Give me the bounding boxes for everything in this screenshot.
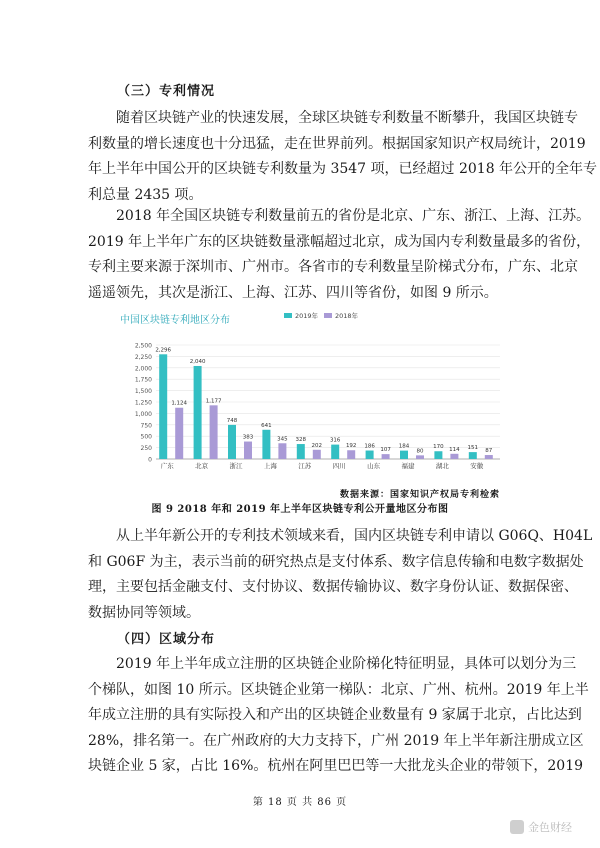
data-label: 202 xyxy=(311,442,323,449)
paragraph-tech-fields xyxy=(88,524,593,626)
x-tick-label: 广东 xyxy=(160,462,174,470)
data-label: 2,296 xyxy=(155,347,172,354)
text-line: 利总量 2435 项。 xyxy=(88,186,203,203)
y-tick-label: 1,500 xyxy=(134,388,152,396)
data-label: 328 xyxy=(295,437,307,444)
x-tick-label: 上海 xyxy=(263,462,277,470)
y-tick-label: 2,000 xyxy=(134,365,152,373)
data-label: 316 xyxy=(329,437,341,444)
x-tick-label: 江苏 xyxy=(298,462,312,470)
figure-caption: 图 9 2018 年和 2019 年上半年区块链专利公开量地区分布图 xyxy=(151,504,449,515)
text-line: 2019 年上半年成立注册的区块链企业阶梯化特征明显，具体可以划分为三 xyxy=(116,656,577,672)
data-label: 1,177 xyxy=(205,398,222,405)
data-label: 80 xyxy=(416,448,424,455)
text-line: 从上半年新公开的专利技术领域来看，国内区块链专利申请以 G06Q、H04L xyxy=(116,528,593,544)
text-line: 随着区块链产业的快速发展，全球区块链专利数量不断攀升，我国区块链专 xyxy=(116,110,578,126)
bar xyxy=(485,455,493,459)
x-tick-label: 福建 xyxy=(401,462,415,470)
data-label: 186 xyxy=(364,443,375,450)
bar xyxy=(469,452,477,459)
legend-swatch xyxy=(324,313,332,318)
data-label: 184 xyxy=(398,443,410,450)
bar xyxy=(347,450,355,459)
text-line: 利数量的增长速度也十分迅猛，走在世界前列。根据国家知识产权局统计，2019 xyxy=(88,135,586,152)
y-tick-label: 1,000 xyxy=(134,410,152,418)
bar xyxy=(450,454,458,459)
chart-title: 中国区块链专利地区分布 xyxy=(120,315,230,326)
bar xyxy=(262,430,270,459)
x-tick-label: 四川 xyxy=(332,462,346,470)
paragraph-patents-provinces xyxy=(88,204,591,306)
text-line: 年成立注册的具有实际投入和产出的区块链企业数量有 9 家属于北京，占比达到 xyxy=(88,707,582,723)
data-label: 345 xyxy=(277,436,288,443)
bar xyxy=(278,443,286,459)
text-line: 28%，排名第一。在广州政府的大力支持下，广州 2019 年上半年新注册成立区 xyxy=(88,732,584,749)
paragraph-regions xyxy=(88,652,589,780)
y-tick-label: 1,750 xyxy=(134,376,152,384)
bar xyxy=(416,455,424,459)
data-label: 192 xyxy=(345,443,357,450)
bar xyxy=(400,451,408,459)
bar xyxy=(297,444,305,459)
bar xyxy=(313,450,321,459)
watermark-logo xyxy=(510,819,572,835)
y-tick-label: 2,500 xyxy=(134,342,152,350)
bar xyxy=(210,405,218,459)
x-tick-label: 安徽 xyxy=(470,462,484,470)
data-label: 383 xyxy=(242,434,254,441)
y-tick-label: 2,250 xyxy=(134,353,152,361)
text-line: 个梯队，如图 10 所示。区块链企业第一梯队：北京、广州、杭州。2019 年上半 xyxy=(88,681,589,698)
data-label: 748 xyxy=(226,417,238,424)
x-tick-label: 湖北 xyxy=(435,462,449,470)
bar xyxy=(159,354,167,459)
text-line: 2019 年上半年广东的区块链数量涨幅超过北京，成为国内专利数量最多的省份， xyxy=(88,233,591,250)
x-tick-label: 浙江 xyxy=(229,462,243,470)
data-source-note: 数据来源：国家知识产权局专利检索 xyxy=(340,490,501,500)
data-label: 87 xyxy=(485,448,493,455)
text-line: 和 G06F 为主，表示当前的研究热点是支付体系、数字信息传输和电数字数据处 xyxy=(88,553,584,570)
bar xyxy=(331,445,339,459)
legend-swatch xyxy=(284,313,292,318)
data-label: 2,040 xyxy=(189,358,206,365)
y-tick-label: 750 xyxy=(140,422,152,430)
data-label: 107 xyxy=(380,447,391,454)
y-tick-label: 250 xyxy=(140,445,152,453)
legend-label: 2019年 xyxy=(295,312,319,320)
bar xyxy=(175,408,183,459)
text-line: 块链企业 5 家，占比 16%。杭州在阿里巴巴等一大批龙头企业的带领下，2019 xyxy=(88,758,584,774)
bar xyxy=(244,442,252,459)
bar xyxy=(194,366,202,459)
data-label: 1,124 xyxy=(171,400,188,407)
page-footer: 第 18 页 共 86 页 xyxy=(252,797,348,808)
text-line: 专利主要来源于深圳市、广州市。各省市的专利数量呈阶梯式分布，广东、北京 xyxy=(88,259,578,275)
x-tick-label: 山东 xyxy=(367,462,381,470)
patent-region-chart xyxy=(108,305,508,477)
bar xyxy=(366,451,374,459)
section-heading-regions: （四）区域分布 xyxy=(117,632,216,647)
y-tick-label: 1,250 xyxy=(134,399,152,407)
bar xyxy=(382,454,390,459)
legend-label: 2018年 xyxy=(335,312,359,320)
watermark-icon xyxy=(510,820,524,834)
data-label: 114 xyxy=(449,446,460,453)
text-line: 年上半年中国公开的区块链专利数量为 3547 项，已经超过 2018 年公开的全年专 xyxy=(88,161,598,177)
y-tick-label: 500 xyxy=(140,433,152,441)
data-label: 170 xyxy=(433,444,444,451)
watermark-text: 金色财经 xyxy=(528,821,572,834)
text-line: 遥遥领先，其次是浙江、上海、江苏、四川等省份，如图 9 所示。 xyxy=(88,284,498,301)
data-label: 151 xyxy=(467,445,479,452)
bar xyxy=(434,451,442,459)
section-heading-patents: （三）专利情况 xyxy=(117,84,216,99)
text-line: 2018 年全国区块链专利数量前五的省份是北京、广东、浙江、上海、江苏。 xyxy=(116,208,591,224)
bar xyxy=(228,425,236,459)
data-label: 641 xyxy=(261,422,272,429)
text-line: 数据协同等领域。 xyxy=(88,604,200,621)
x-tick-label: 北京 xyxy=(195,462,209,470)
paragraph-patents-intro xyxy=(88,106,598,208)
chart-canvas xyxy=(108,305,508,477)
y-tick-label: 0 xyxy=(148,456,152,464)
text-line: 理，主要包括金融支付、支付协议、数据传输协议、数字身份认证、数据保密、 xyxy=(88,579,578,595)
